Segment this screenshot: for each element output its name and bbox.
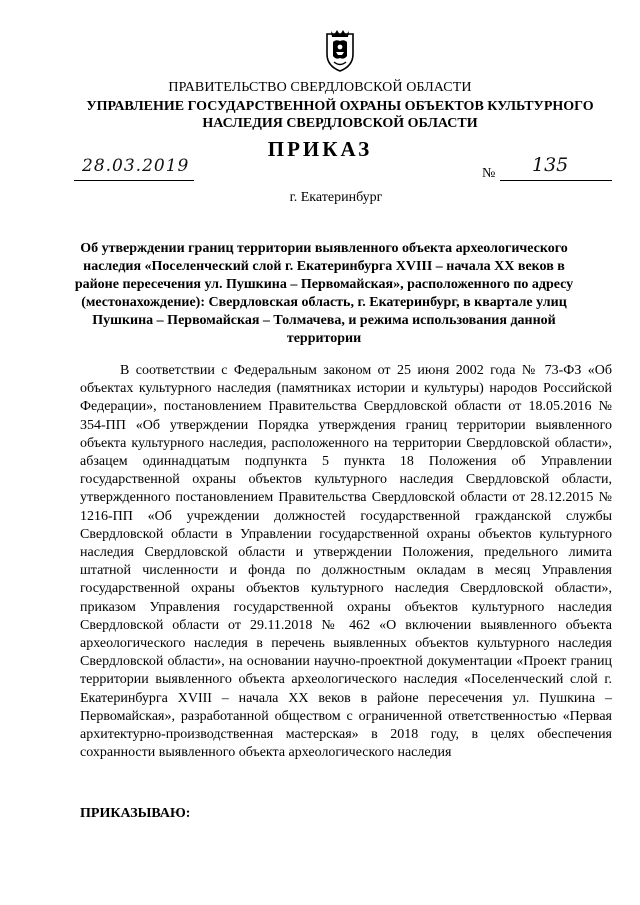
handwritten-date: 28.03.2019 [82, 156, 190, 176]
government-name: ПРАВИТЕЛЬСТВО СВЕРДЛОВСКОЙ ОБЛАСТИ [168, 80, 472, 95]
coat-of-arms-icon [324, 28, 356, 72]
preamble-paragraph: В соответствии с Федеральным законом от 25 июня 2002 года № 73-ФЗ «Об объектах культурного наследия (памятниках истории и культуры) народов Российской Федерации», постановлением Правительства Свердловской области от 18.05.2016 № 354-ПП «Об утверждении Порядка утверждения границ территории выявленного объекта культурного наследия, расположенного на территории Свердловской области», абзацем одиннадцатым подпункта 5 пункта 18 Положения об Управлении государственной охраны объектов культурного наследия Свердловской области, утвержденного постановлением Правительства Свердловской области от 28.12.2015 № 1216-ПП «Об учреждении должностей государственной гражданской службы Свердловской области в Управлении государственной охраны объектов культурного наследия Свердловской области и утверждении Положения, предельного лимита штатной численности и фонда по должностным окладам в месяц Управления государственной охраны объектов культурного наследия Свердловской области», приказом Управления государственной охраны объектов культурного наследия Свердловской области от 29.11.2018 № 462 «О включении выявленного объекта археологического наследия в перечень выявленных объектов культурного наследия Свердловской области», на основании научно-проектной документации «Проект границ территории выявленного объекта археологического наследия «Поселенческий слой г. Екатеринбурга XVIII – начала XX веков в районе пересечения ул. Пушкина – Первомайская», разработанной обществом с ограниченной ответственностью «Первая архитектурно-производственная мастерская» в 2018 году, в целях обеспечения сохранности выявленного объекта археологического наследия [80, 363, 612, 761]
preamble [80, 362, 612, 762]
number-label: № [482, 166, 496, 181]
order-word: ПРИКАЗЫВАЮ: [80, 806, 191, 821]
department-name: УПРАВЛЕНИЕ ГОСУДАРСТВЕННОЙ ОХРАНЫ ОБЪЕКТОВ КУЛЬТУРНОГО НАСЛЕДИЯ СВЕРДЛОВСКОЙ ОБЛАСТИ [86, 99, 594, 131]
handwritten-number: 135 [532, 154, 569, 176]
number-field [500, 154, 612, 181]
city: г. Екатеринбург [289, 190, 383, 205]
order-subject: Об утверждении границ территории выявленного объекта археологического наследия «Поселенческий слой г. Екатеринбурга XVIII – начала XX веков в районе пересечения ул. Пушкина – Первомайская», расположенного по адресу (местонахождение): Свердловская область, г. Екатеринбург, в квартале улиц Пушкина – Первомайская – Толмачева, и режима использования данной территории [74, 241, 574, 346]
date-field [74, 158, 194, 181]
document-type: ПРИКАЗ [267, 137, 373, 161]
